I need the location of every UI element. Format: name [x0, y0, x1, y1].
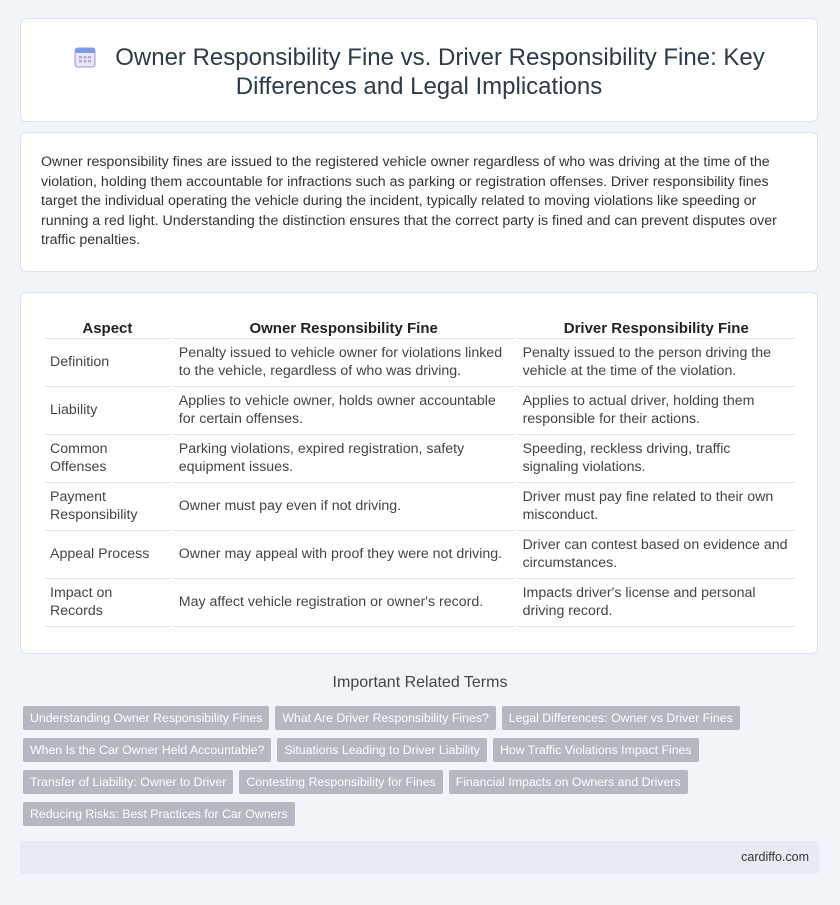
owner-cell: Owner may appeal with proof they were not driving. — [173, 531, 515, 579]
related-term-tag[interactable]: Financial Impacts on Owners and Drivers — [449, 770, 688, 794]
related-term-tag[interactable]: Contesting Responsibility for Fines — [239, 770, 442, 794]
driver-cell: Speeding, reckless driving, traffic signaling violations. — [517, 435, 796, 483]
related-terms-heading: Important Related Terms — [332, 674, 508, 691]
aspect-cell: Impact on Records — [44, 579, 171, 627]
calendar-icon — [73, 45, 97, 69]
intro-paragraph: Owner responsibility fines are issued to the registered vehicle owner regardless of who was driving at the time of the violation, holding them accountable for infractions such as parking or registration offenses. Driver responsibility fines target the individual operating the vehicle during the incident, typically related to moving violations like speeding or running a red light. Understanding the distinction ensures that the correct party is fined and can prevent disputes over traffic penalties. — [41, 154, 777, 249]
column-header: Driver Responsibility Fine — [517, 316, 796, 339]
driver-cell: Driver must pay fine related to their own misconduct. — [517, 483, 796, 531]
related-terms-list — [23, 706, 783, 826]
aspect-cell: Appeal Process — [44, 531, 171, 579]
aspect-cell: Common Offenses — [44, 435, 171, 483]
footer — [20, 841, 819, 874]
related-term-tag[interactable]: Transfer of Liability: Owner to Driver — [23, 770, 233, 794]
related-term-tag[interactable]: What Are Driver Responsibility Fines? — [275, 706, 495, 730]
driver-cell: Impacts driver's license and personal driving record. — [517, 579, 796, 627]
owner-cell: Penalty issued to vehicle owner for violations linked to the vehicle, regardless of who was driving. — [173, 339, 515, 387]
table-header-row — [44, 316, 796, 339]
related-term-tag[interactable]: How Traffic Violations Impact Fines — [493, 738, 699, 762]
aspect-cell: Liability — [44, 387, 171, 435]
driver-cell: Driver can contest based on evidence and circumstances. — [517, 531, 796, 579]
aspect-cell: Definition — [44, 339, 171, 387]
related-term-tag[interactable]: Legal Differences: Owner vs Driver Fines — [502, 706, 740, 730]
footer-site-link[interactable]: cardiffo.com — [741, 850, 809, 864]
owner-cell: May affect vehicle registration or owner's record. — [173, 579, 515, 627]
driver-cell: Penalty issued to the person driving the vehicle at the time of the violation. — [517, 339, 796, 387]
owner-cell: Applies to vehicle owner, holds owner accountable for certain offenses. — [173, 387, 515, 435]
related-term-tag[interactable]: When Is the Car Owner Held Accountable? — [23, 738, 271, 762]
comparison-table — [42, 316, 798, 627]
table-row — [44, 339, 796, 387]
related-term-tag[interactable]: Reducing Risks: Best Practices for Car Owners — [23, 802, 295, 826]
driver-cell: Applies to actual driver, holding them responsible for their actions. — [517, 387, 796, 435]
column-header: Owner Responsibility Fine — [173, 316, 515, 339]
related-term-tag[interactable]: Understanding Owner Responsibility Fines — [23, 706, 269, 730]
page-title — [61, 43, 777, 101]
aspect-cell: Payment Responsibility — [44, 483, 171, 531]
table-row — [44, 435, 796, 483]
page-title-text: Owner Responsibility Fine vs. Driver Responsibility Fine: Key Differences and Legal Implications — [115, 44, 765, 100]
intro-card — [20, 132, 818, 272]
table-row — [44, 387, 796, 435]
title-card — [20, 18, 818, 122]
table-row — [44, 531, 796, 579]
table-row — [44, 579, 796, 627]
related-term-tag[interactable]: Situations Leading to Driver Liability — [277, 738, 487, 762]
table-row — [44, 483, 796, 531]
column-header: Aspect — [44, 316, 171, 339]
owner-cell: Parking violations, expired registration, safety equipment issues. — [173, 435, 515, 483]
comparison-table-card — [20, 292, 818, 654]
owner-cell: Owner must pay even if not driving. — [173, 483, 515, 531]
